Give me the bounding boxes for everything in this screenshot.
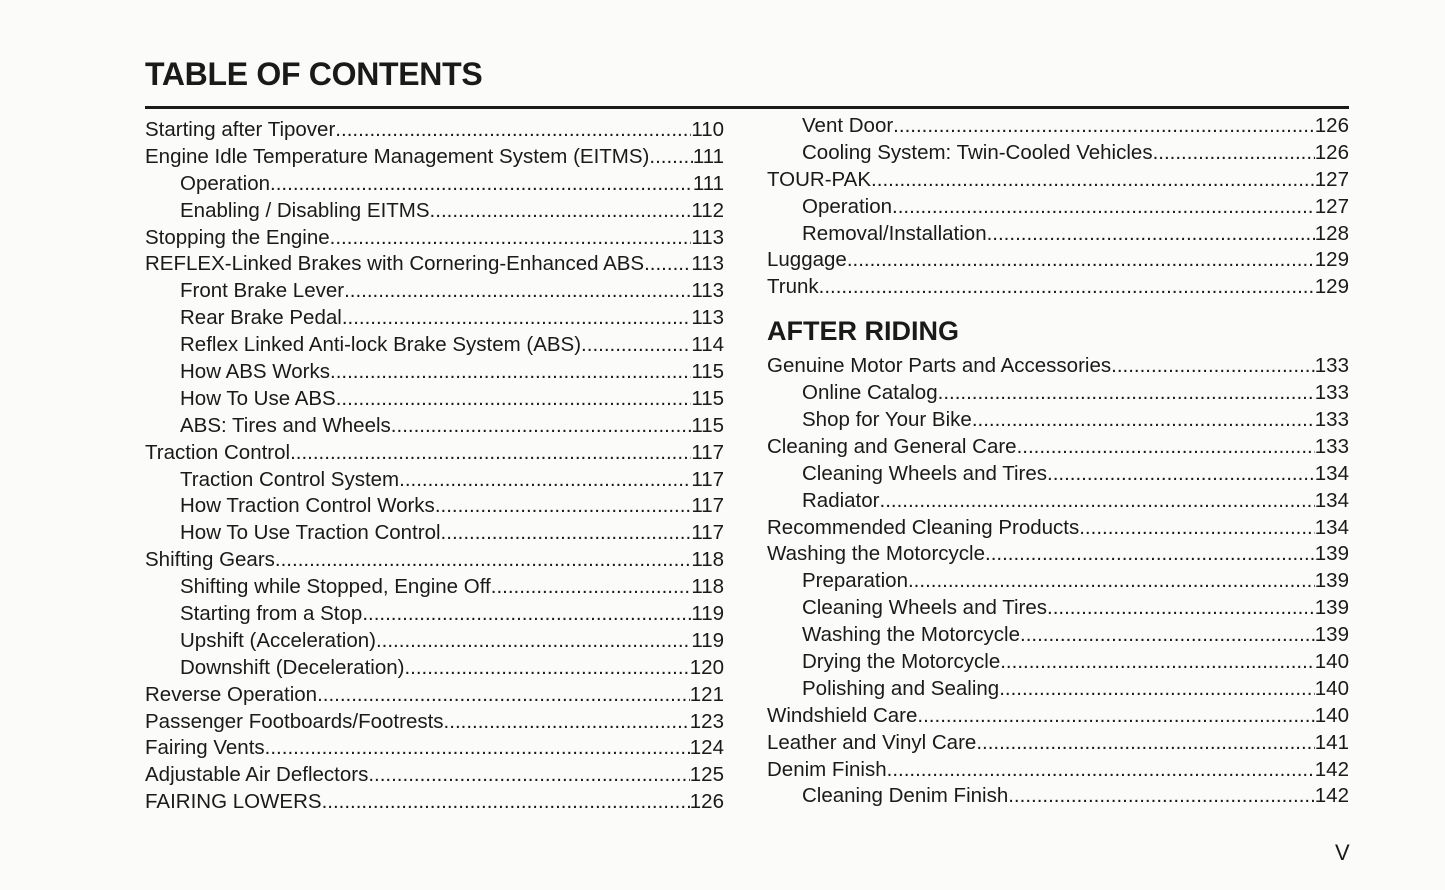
toc-entry-page: 115 [691,413,724,437]
toc-entry[interactable] [767,194,1349,221]
toc-entry-page: 139 [1314,596,1349,620]
toc-entry[interactable] [767,703,1349,730]
toc-entry[interactable] [767,274,1349,301]
toc-entry[interactable] [767,461,1349,488]
toc-entry-label: Cleaning Wheels and Tires [802,596,1047,620]
dot-leader [322,789,690,816]
toc-entry-page: 140 [1314,703,1349,727]
toc-entry[interactable] [767,488,1349,515]
toc-entry-page: 113 [691,279,724,303]
toc-entry-label: TOUR-PAK [767,167,872,191]
dot-leader [335,117,691,144]
section-heading-after-riding: AFTER RIDING [767,316,959,347]
toc-entry[interactable] [145,305,724,332]
toc-entry[interactable] [767,595,1349,622]
toc-entry-label: Reflex Linked Anti-lock Brake System (ABS) [180,333,582,357]
toc-entry-page: 118 [691,548,724,572]
toc-entry-page: 126 [1314,140,1349,164]
toc-entry-page: 113 [691,306,724,330]
toc-entry-label: Removal/Installation [802,221,987,245]
toc-entry[interactable] [767,247,1349,274]
toc-entry-label: Luggage [767,248,847,272]
toc-entry-page: 119 [691,602,724,626]
toc-entry-label: Stopping the Engine [145,225,330,249]
dot-leader [444,709,690,736]
toc-entry-label: Online Catalog [802,381,938,405]
toc-entry-page: 133 [1314,354,1349,378]
dot-leader [871,167,1315,194]
toc-entry-page: 140 [1314,676,1349,700]
dot-leader [290,440,691,467]
dot-leader [404,655,689,682]
toc-entry[interactable] [767,380,1349,407]
toc-entry-label: How To Use Traction Control [180,521,441,545]
toc-entry[interactable] [145,467,724,494]
toc-entry-label: Washing the Motorcycle [767,542,985,566]
dot-leader [581,332,691,359]
toc-right-top-list [767,113,1349,301]
dot-leader [430,198,692,225]
dot-leader [391,413,692,440]
toc-entry-page: 121 [689,682,724,706]
dot-leader [1000,649,1315,676]
dot-leader [330,225,692,252]
toc-entry-page: 133 [1314,408,1349,432]
dot-leader [1020,622,1315,649]
dot-leader [892,194,1315,221]
toc-entry[interactable] [145,762,724,789]
toc-entry-page: 133 [1314,434,1349,458]
toc-entry[interactable] [767,541,1349,568]
toc-entry-page: 140 [1314,650,1349,674]
toc-entry-label: Recommended Cleaning Products [767,515,1080,539]
toc-entry-page: 142 [1314,757,1349,781]
toc-entry-page: 133 [1314,381,1349,405]
toc-entry-label: Passenger Footboards/Footrests [145,709,444,733]
toc-entry[interactable] [145,359,724,386]
toc-entry-page: 126 [689,790,724,814]
toc-entry[interactable] [145,198,724,225]
toc-entry[interactable] [145,520,724,547]
toc-entry-page: 123 [689,709,724,733]
title-divider [145,106,1349,109]
dot-leader [985,541,1315,568]
toc-entry-label: Starting after Tipover [145,118,336,141]
toc-entry-page: 142 [1314,784,1349,808]
dot-leader [649,144,692,171]
toc-entry-label: Upshift (Acceleration) [180,628,376,652]
toc-entry[interactable] [145,735,724,762]
dot-leader [987,221,1315,248]
toc-entry[interactable] [767,113,1349,140]
toc-entry-page: 111 [692,171,724,195]
toc-entry[interactable] [145,547,724,574]
toc-after-riding-list [767,353,1349,810]
toc-entry-page: 113 [691,225,724,249]
dot-leader [880,488,1315,515]
toc-entry[interactable] [767,568,1349,595]
toc-entry-page: 134 [1314,515,1349,539]
dot-leader [819,274,1315,301]
dot-leader [376,628,691,655]
dot-leader [1079,515,1315,542]
toc-entry-page: 139 [1314,623,1349,647]
dot-leader [1017,434,1315,461]
toc-entry[interactable] [145,171,724,198]
toc-entry[interactable] [145,789,724,816]
toc-entry-page: 134 [1314,461,1349,485]
toc-entry-label: Operation [180,171,271,195]
toc-entry[interactable] [767,730,1349,757]
toc-entry-page: 114 [691,333,724,357]
dot-leader [336,386,692,413]
dot-leader [1111,353,1315,380]
dot-leader [908,568,1315,595]
toc-entry-label: Trunk [767,275,819,299]
toc-entry-page: 134 [1314,488,1349,512]
toc-entry-page: 113 [691,252,724,276]
toc-entry[interactable] [145,574,724,601]
dot-leader [344,278,691,305]
toc-entry-label: Drying the Motorcycle [802,650,1001,674]
toc-entry[interactable] [145,601,724,628]
toc-entry-page: 111 [692,144,724,168]
toc-entry[interactable] [145,117,724,144]
toc-entry-page: 141 [1314,730,1349,754]
dot-leader [938,380,1315,407]
dot-leader [1047,595,1315,622]
toc-right-column [767,113,1349,810]
toc-entry-label: Leather and Vinyl Care [767,730,977,754]
toc-entry-page: 119 [691,628,724,652]
dot-leader [399,467,691,494]
toc-entry-label: Downshift (Deceleration) [180,655,405,679]
toc-entry-label: Fairing Vents [145,736,265,760]
dot-leader [265,735,690,762]
toc-entry-page: 129 [1314,275,1349,299]
toc-entry[interactable] [767,676,1349,703]
toc-entry-label: Traction Control [145,440,291,464]
toc-entry-label: Polishing and Sealing [802,676,1000,700]
toc-entry[interactable] [767,622,1349,649]
toc-entry-label: Enabling / Disabling EITMS [180,198,430,222]
toc-entry-page: 129 [1314,248,1349,272]
toc-entry-page: 120 [689,655,724,679]
toc-entry-label: Preparation [802,569,908,593]
toc-entry-label: Vent Door [802,114,894,137]
dot-leader [362,601,691,628]
toc-entry-label: How ABS Works [180,360,330,384]
toc-entry[interactable] [145,225,724,252]
toc-entry[interactable] [767,221,1349,248]
toc-entry-page: 115 [691,386,724,410]
toc-entry-page: 110 [691,118,724,141]
toc-entry[interactable] [145,251,724,278]
toc-entry-label: Starting from a Stop [180,602,363,626]
toc-entry-label: Rear Brake Pedal [180,306,342,330]
toc-entry-label: Radiator [802,488,880,512]
toc-entry[interactable] [145,440,724,467]
toc-entry[interactable] [145,144,724,171]
dot-leader [491,574,692,601]
toc-entry[interactable] [767,353,1349,380]
toc-entry-label: REFLEX-Linked Brakes with Cornering-Enhanced ABS [145,252,645,276]
dot-leader [317,682,690,709]
toc-entry-page: 118 [691,575,724,599]
toc-entry-label: Denim Finish [767,757,887,781]
toc-entry-page: 127 [1314,167,1349,191]
dot-leader [368,762,689,789]
toc-entry-page: 112 [691,198,724,222]
dot-leader [1008,783,1315,810]
toc-entry-page: 139 [1314,542,1349,566]
toc-entry-label: Cleaning Wheels and Tires [802,461,1047,485]
toc-entry[interactable] [767,757,1349,784]
toc-entry-label: How Traction Control Works [180,494,435,518]
toc-entry[interactable] [767,407,1349,434]
toc-entry-page: 125 [689,763,724,787]
dot-leader [270,171,693,198]
dot-leader [342,305,692,332]
toc-entry[interactable] [145,709,724,736]
toc-entry-label: Washing the Motorcycle [802,623,1020,647]
dot-leader [1153,140,1315,167]
toc-entry-label: Adjustable Air Deflectors [145,763,369,787]
toc-entry[interactable] [145,655,724,682]
toc-entry[interactable] [767,167,1349,194]
toc-left-column [145,117,724,816]
toc-entry-page: 126 [1314,114,1349,137]
toc-entry[interactable] [145,413,724,440]
toc-entry-page: 117 [691,521,724,545]
toc-entry[interactable] [145,493,724,520]
toc-entry-label: Cleaning and General Care [767,434,1017,458]
toc-entry-page: 115 [691,360,724,384]
toc-entry[interactable] [767,434,1349,461]
toc-entry-page: 127 [1314,194,1349,218]
toc-entry-label: ABS: Tires and Wheels [180,413,391,437]
page-number: V [1335,840,1350,865]
toc-entry[interactable] [145,386,724,413]
toc-entry-label: Shifting Gears [145,548,275,572]
toc-entry-label: Operation [802,194,893,218]
page-title: TABLE OF CONTENTS [145,56,483,92]
toc-entry[interactable] [767,649,1349,676]
dot-leader [976,730,1314,757]
toc-entry[interactable] [767,140,1349,167]
dot-leader [644,251,691,278]
toc-entry-label: Shifting while Stopped, Engine Off [180,575,491,599]
dot-leader [435,493,692,520]
toc-entry-page: 124 [689,736,724,760]
toc-entry[interactable] [767,515,1349,542]
toc-entry-label: Genuine Motor Parts and Accessories [767,354,1112,378]
toc-entry-page: 117 [691,467,724,491]
dot-leader [1047,461,1315,488]
toc-entry-label: How To Use ABS [180,386,336,410]
dot-leader [972,407,1315,434]
dot-leader [893,113,1315,140]
toc-entry-page: 139 [1314,569,1349,593]
toc-entry[interactable] [145,332,724,359]
toc-entry-label: Front Brake Lever [180,279,345,303]
toc-entry[interactable] [145,682,724,709]
dot-leader [999,676,1315,703]
toc-entry-label: Windshield Care [767,703,918,727]
toc-entry-label: Cooling System: Twin-Cooled Vehicles [802,140,1153,164]
dot-leader [887,757,1315,784]
toc-entry-page: 128 [1314,221,1349,245]
dot-leader [441,520,692,547]
toc-entry-label: Traction Control System [180,467,400,491]
toc-entry-label: Engine Idle Temperature Management System (EITMS) [145,144,650,168]
toc-entry-page: 117 [691,440,724,464]
toc-entry-page: 117 [691,494,724,518]
toc-entry-label: FAIRING LOWERS [145,790,322,814]
dot-leader [330,359,691,386]
toc-entry[interactable] [145,278,724,305]
toc-entry[interactable] [767,783,1349,810]
toc-entry-label: Cleaning Denim Finish [802,784,1009,808]
dot-leader [847,247,1315,274]
dot-leader [917,703,1314,730]
toc-entry-label: Shop for Your Bike [802,408,972,432]
toc-entry[interactable] [145,628,724,655]
toc-entry-label: Reverse Operation [145,682,318,706]
dot-leader [275,547,691,574]
